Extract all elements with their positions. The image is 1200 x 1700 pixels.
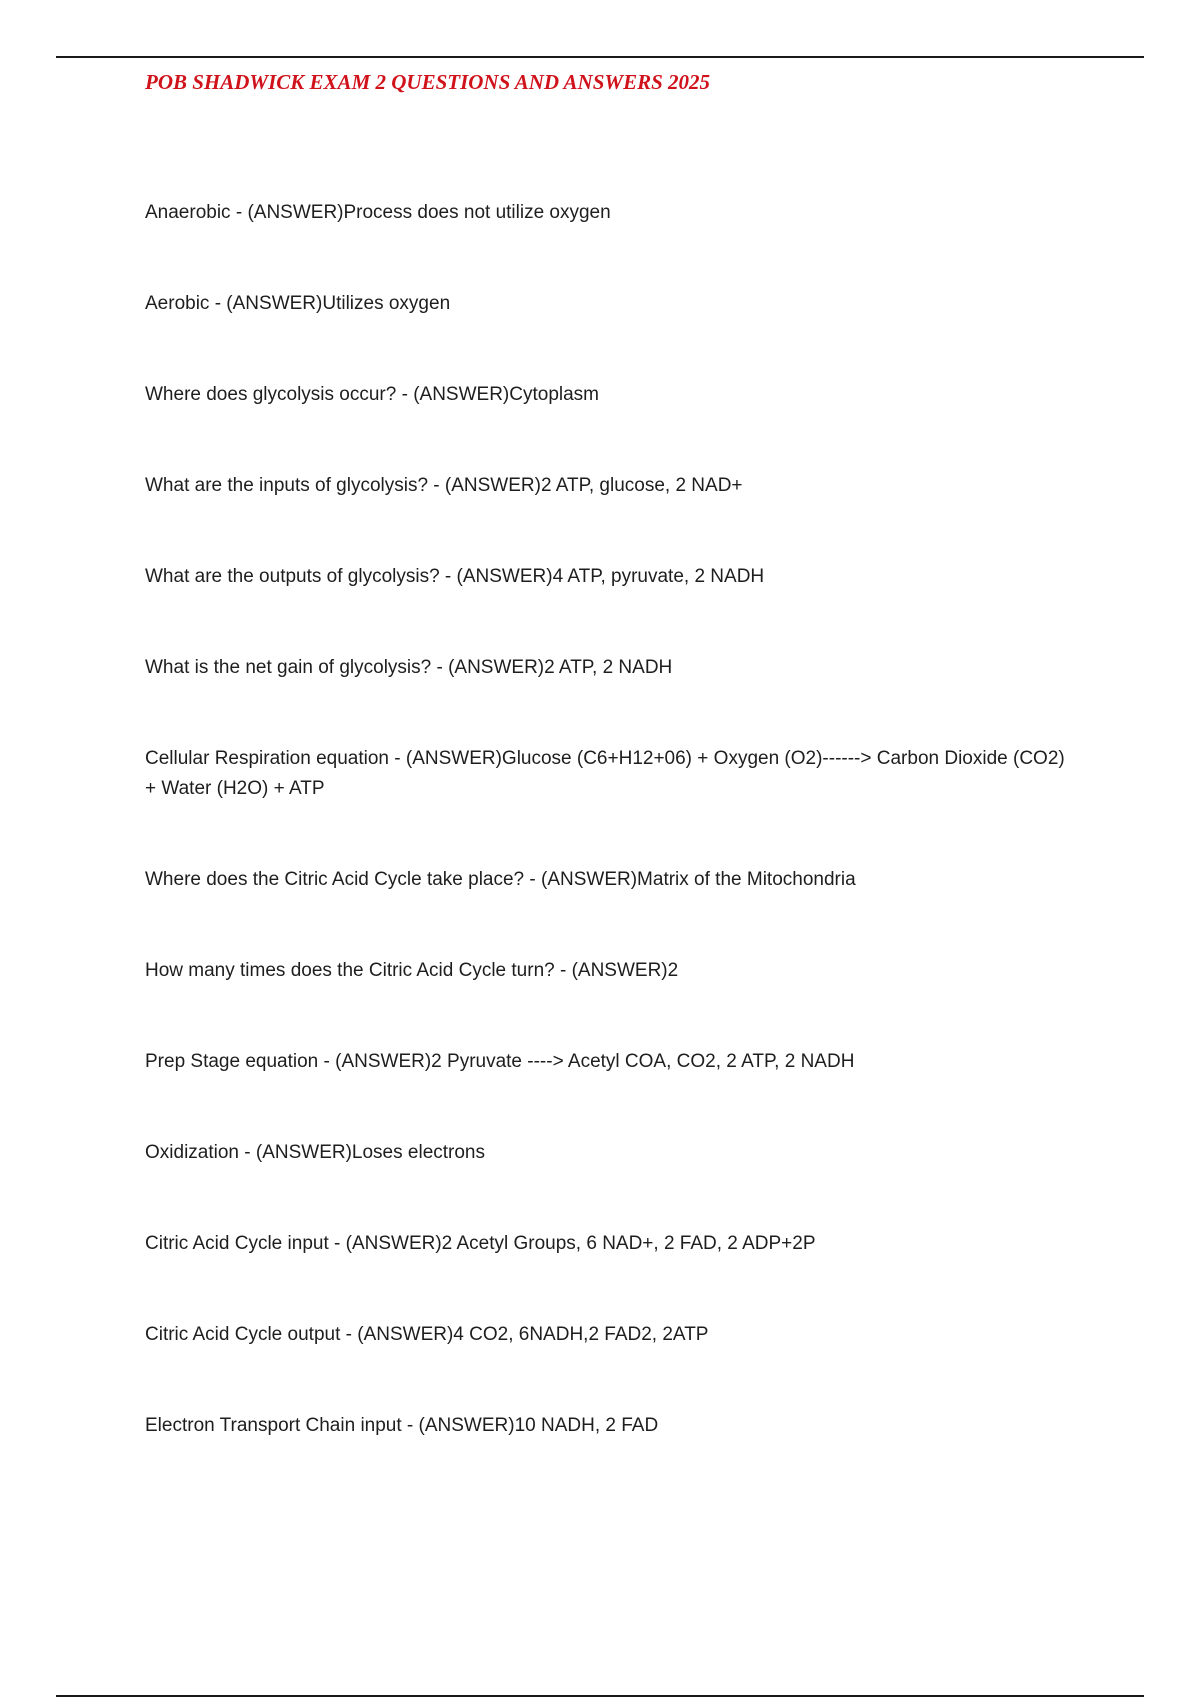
qa-item: Citric Acid Cycle input - (ANSWER)2 Acetyl Groups, 6 NAD+, 2 FAD, 2 ADP+2P xyxy=(145,1233,816,1254)
qa-item: How many times does the Citric Acid Cycle turn? - (ANSWER)2 xyxy=(145,960,679,981)
bottom-rule xyxy=(56,1695,1144,1697)
qa-item: Citric Acid Cycle output - (ANSWER)4 CO2, 6NADH,2 FAD2, 2ATP xyxy=(145,1324,709,1345)
qa-item: Anaerobic - (ANSWER)Process does not utilize oxygen xyxy=(145,202,611,223)
qa-item: What are the inputs of glycolysis? - (ANSWER)2 ATP, glucose, 2 NAD+ xyxy=(145,475,743,496)
qa-item: Prep Stage equation - (ANSWER)2 Pyruvate ----> Acetyl COA, CO2, 2 ATP, 2 NADH xyxy=(145,1051,855,1072)
qa-item: What is the net gain of glycolysis? - (ANSWER)2 ATP, 2 NADH xyxy=(145,657,673,678)
qa-item: Where does the Citric Acid Cycle take place? - (ANSWER)Matrix of the Mitochondria xyxy=(145,869,856,890)
qa-item: Where does glycolysis occur? - (ANSWER)Cytoplasm xyxy=(145,384,600,405)
top-rule xyxy=(56,56,1144,58)
qa-item: Aerobic - (ANSWER)Utilizes oxygen xyxy=(145,293,451,314)
qa-item: What are the outputs of glycolysis? - (ANSWER)4 ATP, pyruvate, 2 NADH xyxy=(145,566,765,587)
document-title: POB SHADWICK EXAM 2 QUESTIONS AND ANSWERS 2025 xyxy=(145,70,711,94)
qa-item: Oxidization - (ANSWER)Loses electrons xyxy=(145,1142,485,1163)
qa-item: Electron Transport Chain input - (ANSWER)10 NADH, 2 FAD xyxy=(145,1415,659,1436)
qa-item: Cellular Respiration equation - (ANSWER)Glucose (C6+H12+06) + Oxygen (O2)------> Carbon Dioxide (CO2) + Water (H2O) + ATP xyxy=(145,748,1065,799)
